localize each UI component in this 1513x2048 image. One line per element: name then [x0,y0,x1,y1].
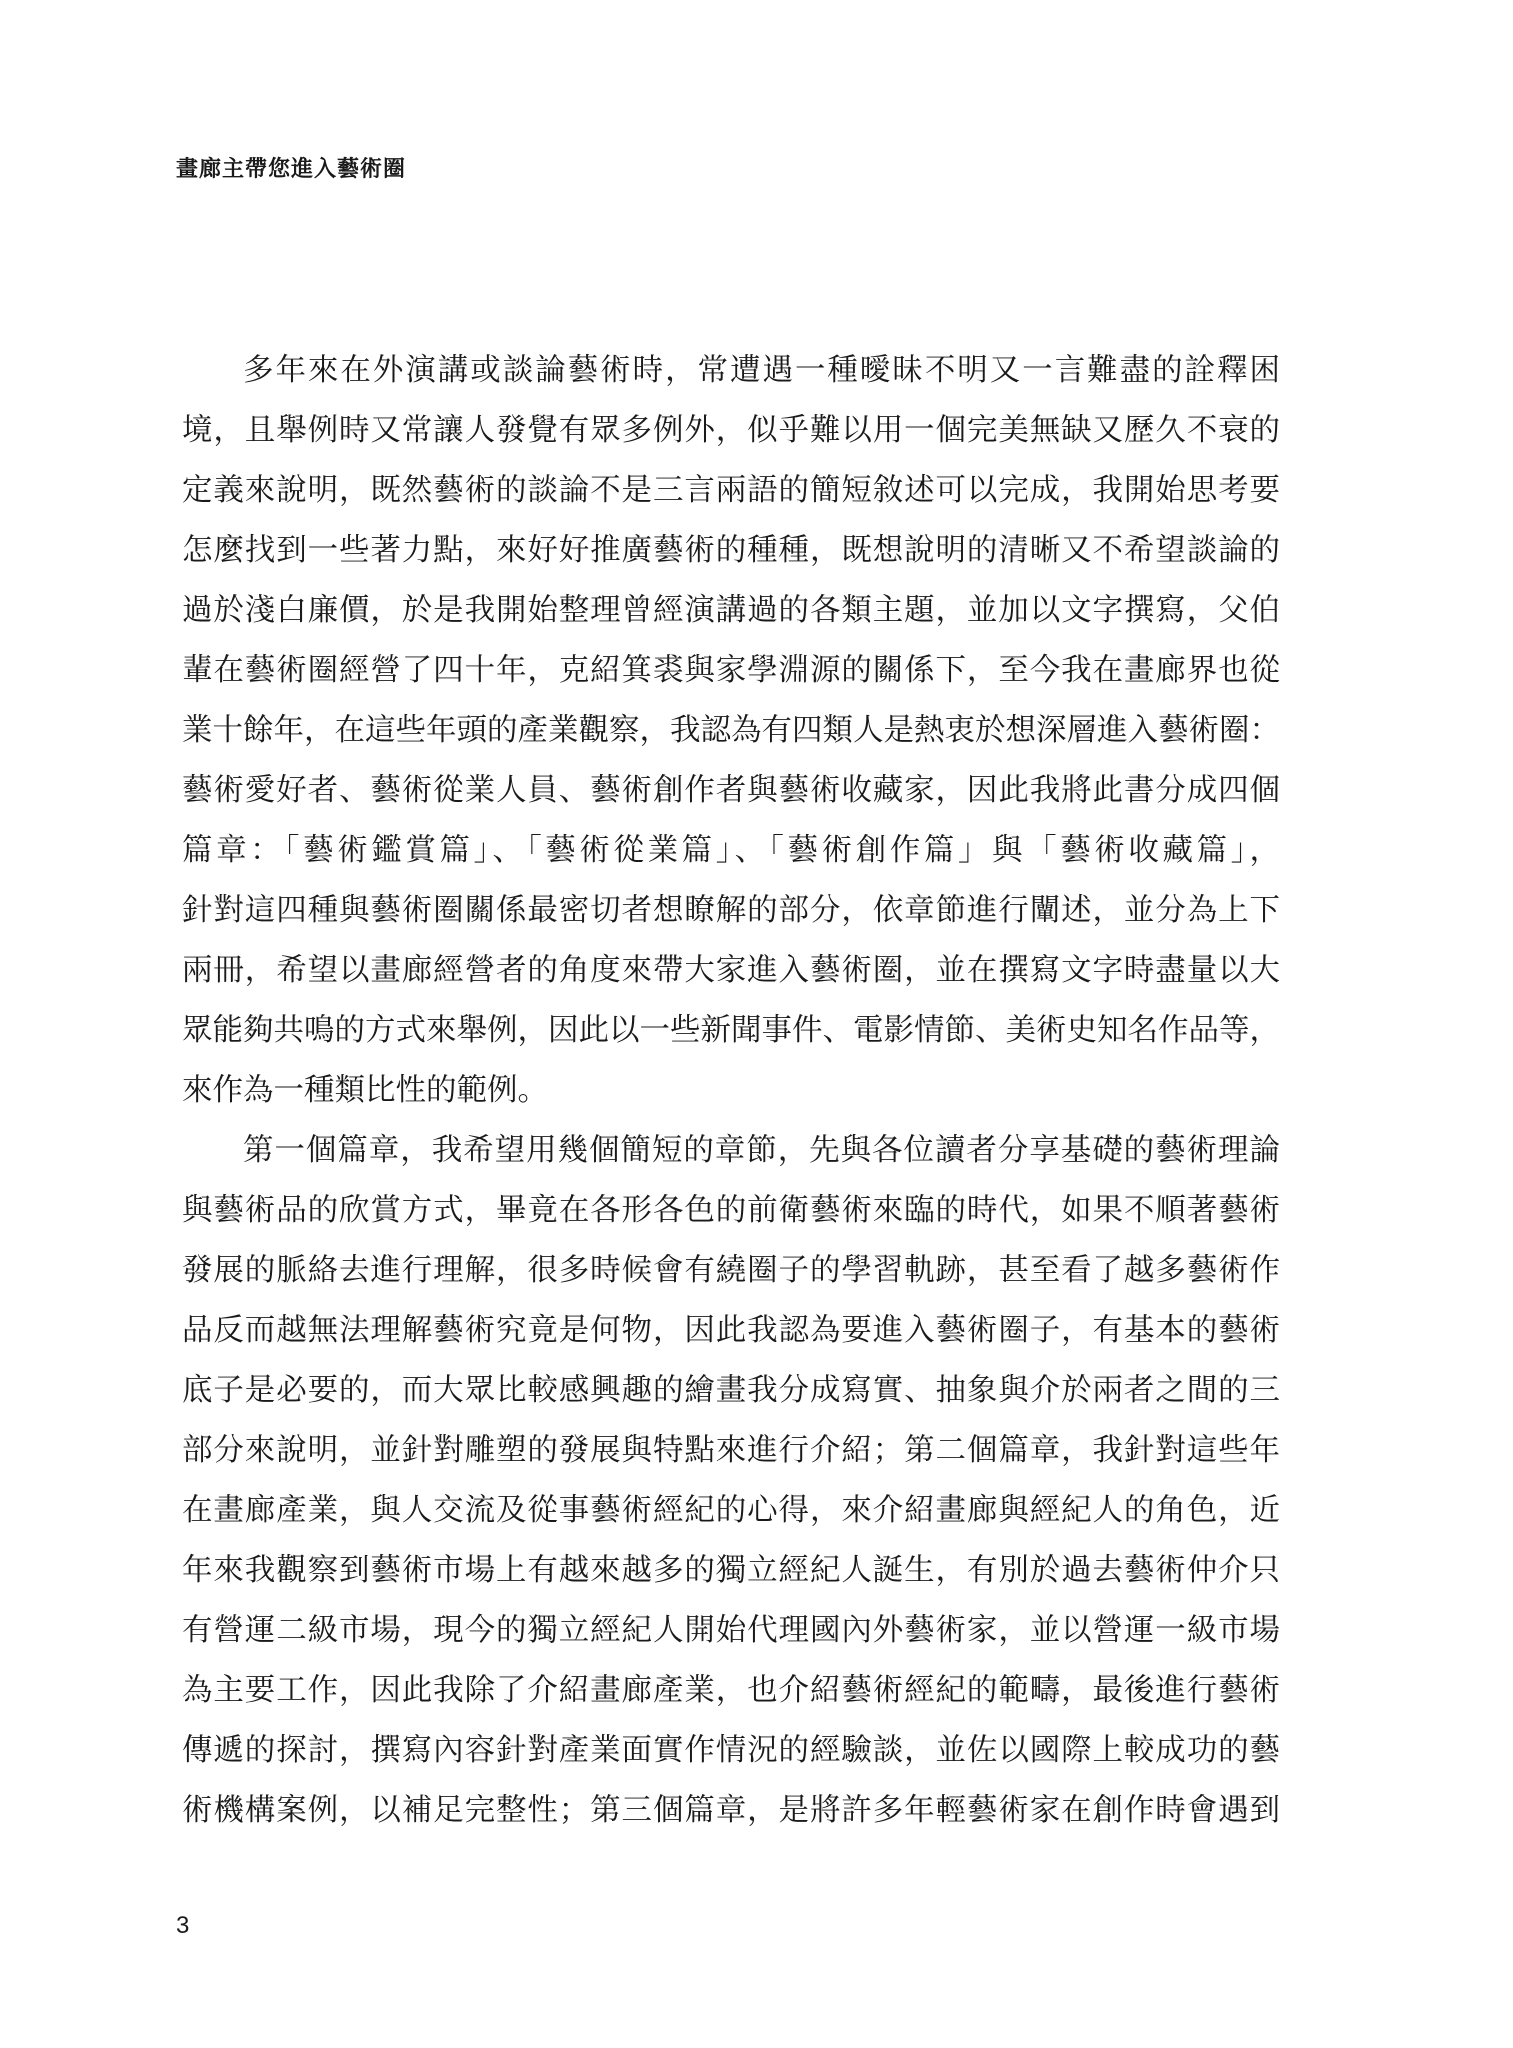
text-line: 過於淺白廉價，於是我開始整理曾經演講過的各類主題，並加以文字撰寫，父伯 [182,593,1280,628]
text-line: 傳遞的探討，撰寫內容針對產業面實作情況的經驗談，並佐以國際上較成功的藝 [182,1733,1280,1768]
text-line: 境，且舉例時又常讓人發覺有眾多例外，似乎難以用一個完美無缺又歷久不衰的 [182,413,1280,448]
text-line: 怎麼找到一些著力點，來好好推廣藝術的種種，既想說明的清晰又不希望談論的 [182,533,1280,568]
text-line: 術機構案例，以補足完整性；第三個篇章，是將許多年輕藝術家在創作時會遇到 [182,1793,1280,1828]
paragraph-2 [182,1121,1280,1841]
text-line: 年來我觀察到藝術市場上有越來越多的獨立經紀人誕生，有別於過去藝術仲介只 [182,1553,1280,1588]
text-line: 來作為一種類比性的範例。 [182,1073,548,1108]
text-line: 與藝術品的欣賞方式，畢竟在各形各色的前衛藝術來臨的時代，如果不順著藝術 [182,1193,1280,1228]
page-number: 3 [176,1912,190,1939]
text-line: 篇章：「藝術鑑賞篇」、「藝術從業篇」、「藝術創作篇」與「藝術收藏篇」， [182,833,1280,868]
text-line: 業十餘年，在這些年頭的產業觀察，我認為有四類人是熱衷於想深層進入藝術圈： [182,713,1280,748]
running-header: 畫廊主帶您進入藝術圈 [176,157,407,182]
body-text [182,341,1280,1841]
text-line: 第一個篇章，我希望用幾個簡短的章節，先與各位讀者分享基礎的藝術理論 [243,1133,1280,1168]
text-line: 輩在藝術圈經營了四十年，克紹箕裘與家學淵源的關係下，至今我在畫廊界也從 [182,653,1280,688]
text-line: 在畫廊產業，與人交流及從事藝術經紀的心得，來介紹畫廊與經紀人的角色，近 [182,1493,1280,1528]
text-line: 有營運二級市場，現今的獨立經紀人開始代理國內外藝術家，並以營運一級市場 [182,1613,1280,1648]
text-line: 發展的脈絡去進行理解，很多時候會有繞圈子的學習軌跡，甚至看了越多藝術作 [182,1253,1280,1288]
text-line: 底子是必要的，而大眾比較感興趣的繪畫我分成寫實、抽象與介於兩者之間的三 [182,1373,1280,1408]
paragraph-1 [182,341,1280,1121]
text-line: 定義來說明，既然藝術的談論不是三言兩語的簡短敘述可以完成，我開始思考要 [182,473,1280,508]
text-line: 針對這四種與藝術圈關係最密切者想瞭解的部分，依章節進行闡述，並分為上下 [182,893,1280,928]
text-line: 多年來在外演講或談論藝術時，常遭遇一種曖昧不明又一言難盡的詮釋困 [243,353,1280,388]
text-line: 眾能夠共鳴的方式來舉例，因此以一些新聞事件、電影情節、美術史知名作品等， [182,1013,1280,1048]
text-line: 兩冊，希望以畫廊經營者的角度來帶大家進入藝術圈，並在撰寫文字時盡量以大 [182,953,1280,988]
text-line: 部分來說明，並針對雕塑的發展與特點來進行介紹；第二個篇章，我針對這些年 [182,1433,1280,1468]
text-line: 為主要工作，因此我除了介紹畫廊產業，也介紹藝術經紀的範疇，最後進行藝術 [182,1673,1280,1708]
text-line: 品反而越無法理解藝術究竟是何物，因此我認為要進入藝術圈子，有基本的藝術 [182,1313,1280,1348]
text-line: 藝術愛好者、藝術從業人員、藝術創作者與藝術收藏家，因此我將此書分成四個 [182,773,1280,808]
